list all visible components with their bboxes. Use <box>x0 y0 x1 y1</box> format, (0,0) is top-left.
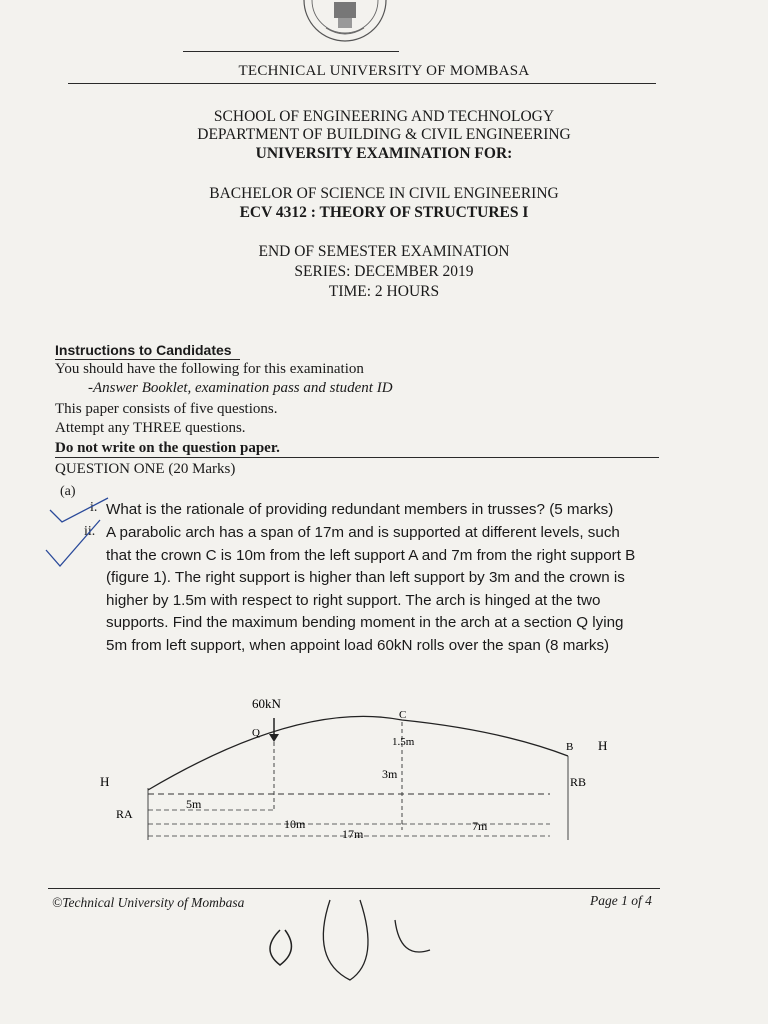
rise-3m-label: 3m <box>382 767 398 781</box>
item-ii-number: ii. <box>84 524 96 539</box>
part-a-label: (a) <box>60 484 76 499</box>
point-b-label: B <box>566 741 574 753</box>
dim-5m-label: 5m <box>186 797 202 811</box>
instruction-line-4: Attempt any THREE questions. <box>55 420 246 436</box>
instruction-line-1: You should have the following for this examination <box>55 361 364 377</box>
instruction-line-5: Do not write on the question paper. <box>55 440 280 456</box>
course-title: ECV 4312 : THEORY OF STRUCTURES I <box>239 204 529 221</box>
point-q-label: Q <box>252 727 260 739</box>
institution-name: TECHNICAL UNIVERSITY OF MOMBASA <box>238 63 530 79</box>
exam-type: END OF SEMESTER EXAMINATION <box>258 243 510 260</box>
instruction-line-3: This paper consists of five questions. <box>55 401 278 417</box>
h-right-label: H <box>598 738 608 753</box>
department-name: DEPARTMENT OF BUILDING & CIVIL ENGINEERING <box>197 126 571 143</box>
school-name: SCHOOL OF ENGINEERING AND TECHNOLOGY <box>213 108 555 125</box>
dim-7m-label: 7m <box>472 819 488 833</box>
exam-time: TIME: 2 HOURS <box>328 283 440 300</box>
exam-for: UNIVERSITY EXAMINATION FOR: <box>255 145 513 162</box>
rb-label: RB <box>570 775 587 789</box>
question-i-text: What is the rationale of providing redundant members in trusses? (5 marks) <box>106 501 614 518</box>
dim-10m-label: 10m <box>284 817 306 831</box>
load-label: 60kN <box>252 696 281 711</box>
question-one-heading: QUESTION ONE (20 Marks) <box>55 461 236 477</box>
instruction-line-2: -Answer Booklet, examination pass and student ID <box>88 380 393 396</box>
crown-label: C <box>399 709 407 721</box>
crown-dim-label: 1.5m <box>392 736 415 748</box>
instructions-title: Instructions to Candidates <box>55 342 232 358</box>
footer-page-number: Page 1 of 4 <box>590 893 652 908</box>
ra-label: RA <box>116 807 133 821</box>
dim-17m-label: 17m <box>342 827 364 841</box>
footer-copyright: ©Technical University of Mombasa <box>52 895 245 910</box>
question-ii-text: A parabolic arch has a span of 17m and is supported at different levels, such that the crown C is 10m from the left support A and 7m from the right support B (figure 1). The right support is higher than left support by 3m and the crown is higher by 1.5m with respect to right support. The arch is hinged at the two supports. Find the maximum bending moment in the arch at a section Q lying 5m from left support, when appoint load 60kN rolls over the span (8 marks) <box>106 524 636 654</box>
h-left-label: H <box>100 774 110 789</box>
item-i-number: i. <box>90 500 98 515</box>
programme-name: BACHELOR OF SCIENCE IN CIVIL ENGINEERING <box>209 185 559 202</box>
exam-series: SERIES: DECEMBER 2019 <box>294 263 474 280</box>
